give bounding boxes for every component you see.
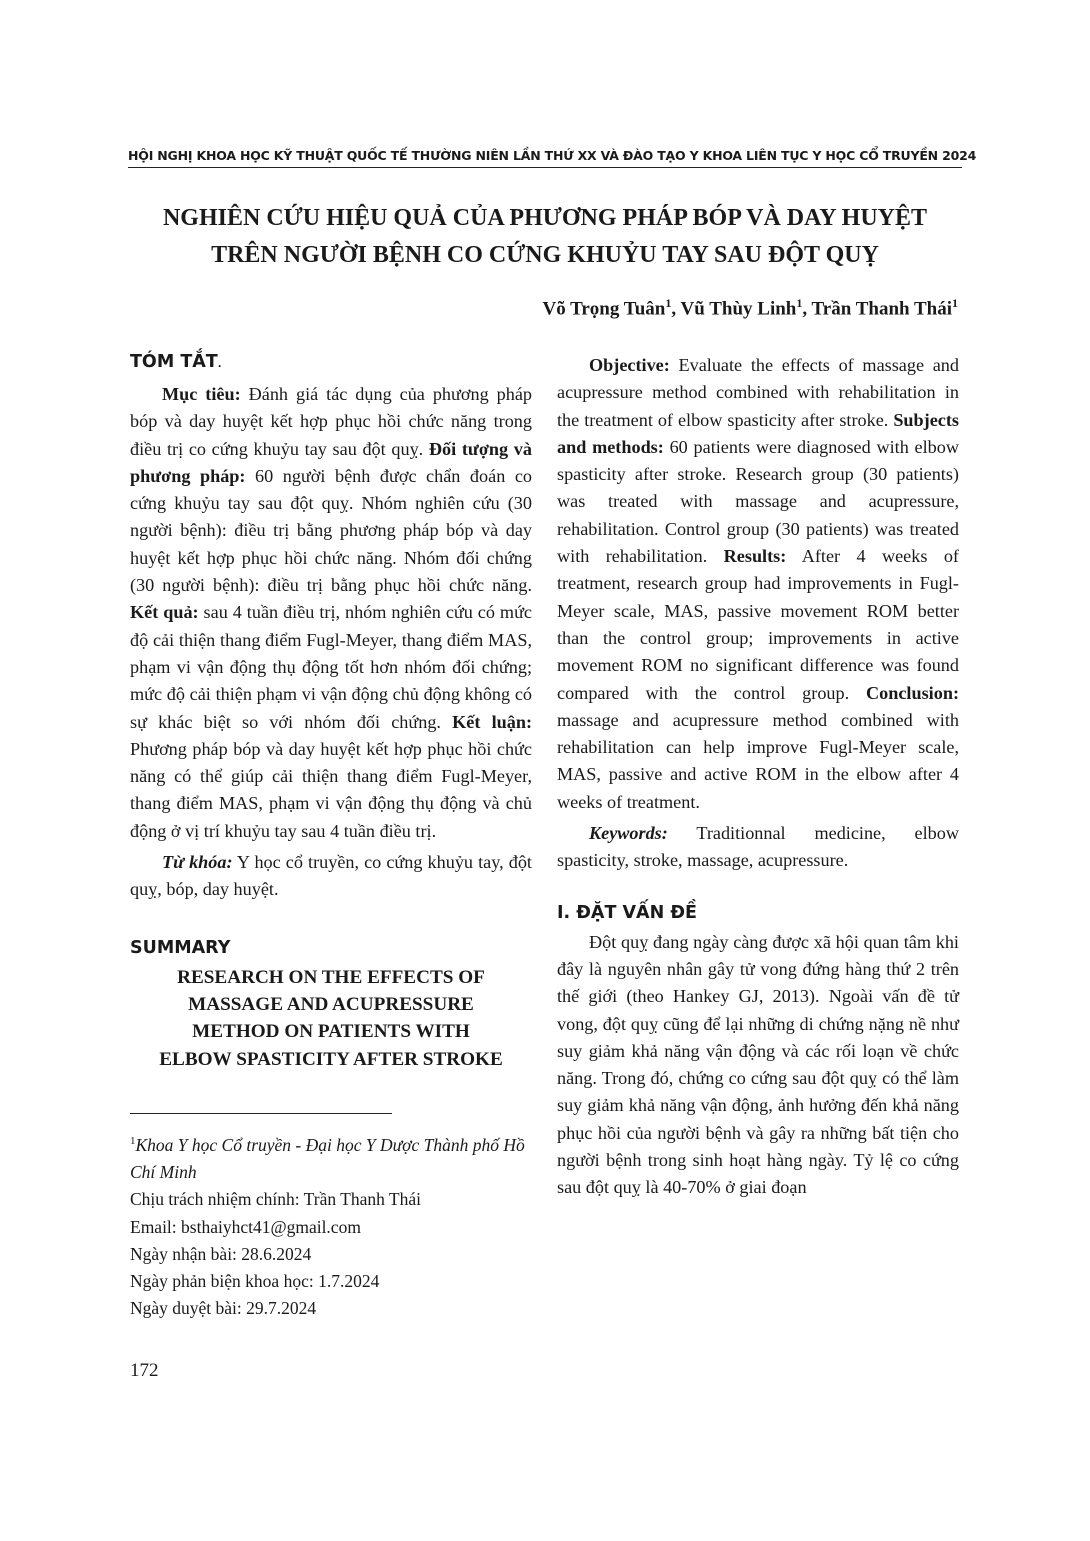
summary-title-line: METHOD ON PATIENTS WITH <box>192 1021 470 1043</box>
running-header: HỘI NGHỊ KHOA HỌC KỸ THUẬT QUỐC TẾ THƯỜNG NIÊN LẦN THỨ XX VÀ ĐÀO TẠO Y KHOA LIÊN TỤC Y HỌC CỔ TRUYỀN 2024 <box>128 148 977 163</box>
footnote-email: Email: bsthaiyhct41@gmail.com <box>130 1216 361 1237</box>
keywords-vi <box>130 849 532 904</box>
author-separator: , <box>671 298 681 320</box>
introduction-heading: I. ĐẶT VẤN ĐỀ <box>557 902 697 923</box>
results-en-label: Results: <box>723 546 787 567</box>
keywords-en <box>557 820 959 875</box>
right-column <box>557 352 959 1202</box>
article-title-line-1: NGHIÊN CỨU HIỆU QUẢ CỦA PHƯƠNG PHÁP BÓP VÀ DAY HUYỆT <box>162 205 928 231</box>
results-en-text: After 4 weeks of treatment, research group had improvements in Fugl-Meyer scale, MAS, passive movement ROM better than the control group; improvements in active movement ROM no significant difference was found compared with the control group. <box>557 546 959 703</box>
abstract-vi-heading-text: TÓM TẮT <box>130 352 218 372</box>
abstract-en-paragraph <box>557 352 959 816</box>
summary-title <box>130 964 532 1073</box>
author-affiliation-mark: 1 <box>665 296 672 310</box>
author-affiliation-mark: 1 <box>952 296 958 310</box>
summary-heading: SUMMARY <box>130 937 231 958</box>
header-rule <box>128 167 962 168</box>
abstract-vi-heading-mark: . <box>217 359 222 370</box>
methods-label: Đối tượng và phương pháp: <box>130 438 532 486</box>
conclusion-en-text: massage and acupressure method combined with rehabilitation can help improve Fugl-Meyer scale, MAS, passive and active ROM in the elbow after 4 weeks of treatment. <box>557 709 959 812</box>
footnote-mark: 1 <box>130 1134 136 1147</box>
footnote-rule <box>130 1113 392 1114</box>
objective-text: Đánh giá tác dụng của phương pháp bóp và day huyệt kết hợp phục hồi chức năng trong điều trị co cứng khuỷu tay sau đột quỵ. <box>130 384 532 459</box>
introduction-paragraph: Đột quỵ đang ngày càng được xã hội quan tâm khi đây là nguyên nhân gây tử vong đứng hàng thứ 2 trên thế giới (theo Hankey GJ, 2013). Ngoài vấn đề tử vong, đột quỵ cũng để lại những di chứng nặng nề như suy giảm khả năng vận động và các rối loạn về chức năng. Trong đó, chứng co cứng sau đột quỵ có thể làm suy giảm khả năng vận động, ảnh hưởng đến khả năng phục hồi của người bệnh và gây ra những bất tiện cho người bệnh trong sinh hoạt hàng ngày. Tỷ lệ co cứng sau đột quỵ là 40-70% ở giai đoạn <box>557 931 959 1198</box>
keywords-vi-label: Từ khóa: <box>162 852 233 873</box>
author-list <box>542 296 958 320</box>
footnote-accepted-date: Ngày duyệt bài: 29.7.2024 <box>130 1298 317 1319</box>
summary-title-line: MASSAGE AND ACUPRESSURE <box>188 993 474 1015</box>
footnote-affiliation-text: Khoa Y học Cổ truyền - Đại học Y Dược Thành phố Hồ Chí Minh <box>130 1134 525 1182</box>
objective-en-label: Objective: <box>589 355 670 375</box>
conclusion-label: Kết luận: <box>452 711 533 732</box>
article-title <box>128 200 962 274</box>
methods-en-label: Subjects and methods: <box>557 409 959 457</box>
footnote-affiliation <box>130 1128 532 1186</box>
left-column <box>130 350 532 1323</box>
keywords-en-text: Traditionnal medicine, elbow spasticity, stroke, massage, acupressure. <box>557 823 959 871</box>
article-title-line-2: TRÊN NGƯỜI BỆNH CO CỨNG KHUỶU TAY SAU ĐỘT QUỴ <box>211 242 879 268</box>
author-name: Trần Thanh Thái <box>811 298 952 320</box>
summary-title-line: ELBOW SPASTICITY AFTER STROKE <box>159 1048 503 1070</box>
author-affiliation-mark: 1 <box>796 296 803 310</box>
author-name: Vũ Thùy Linh <box>680 298 797 320</box>
summary-title-line: RESEARCH ON THE EFFECTS OF <box>177 966 485 988</box>
conclusion-en-label: Conclusion: <box>866 682 959 703</box>
objective-label: Mục tiêu: <box>162 384 241 404</box>
abstract-vi-heading <box>130 350 532 377</box>
methods-text: 60 người bệnh được chẩn đoán co cứng khuỷu tay sau đột quỵ. Nhóm nghiên cứu (30 người bệnh): điều trị bằng phương pháp bóp và day huyệt kết hợp phục hồi chức năng. Nhóm đối chứng (30 người bệnh): điều trị bằng phục hồi chức năng. <box>130 465 532 596</box>
keywords-en-label: Keywords: <box>589 823 668 844</box>
objective-en-text: Evaluate the effects of massage and acupressure method combined with rehabilitation in the treatment of elbow spasticity after stroke. <box>557 355 959 430</box>
footnote-review-date: Ngày phản biện khoa học: 1.7.2024 <box>130 1271 380 1292</box>
page-number: 172 <box>130 1360 159 1381</box>
results-label: Kết quả: <box>130 602 199 623</box>
author-name: Võ Trọng Tuân <box>542 298 666 320</box>
conclusion-text: Phương pháp bóp và day huyệt kết hợp phục hồi chức năng có thể giúp cải thiện thang điểm Fugl-Meyer, thang điểm MAS, phạm vi vận động thụ động và chủ động ở vị trí khuỷu tay sau 4 tuần điều trị. <box>130 738 532 841</box>
footnote-received-date: Ngày nhận bài: 28.6.2024 <box>130 1243 312 1264</box>
footnote-responsible: Chịu trách nhiệm chính: Trần Thanh Thái <box>130 1189 421 1210</box>
methods-en-text: 60 patients were diagnosed with elbow spasticity after stroke. Research group (30 patients) was treated with massage and acupressure, rehabilitation. Control group (30 patients) was treated with rehabilitation. <box>557 436 960 567</box>
results-text: sau 4 tuần điều trị, nhóm nghiên cứu có mức độ cải thiện thang điểm Fugl-Meyer, thang điểm MAS, phạm vi vận động thụ động tốt hơn nhóm đối chứng; mức độ cải thiện phạm vi vận động chủ động không có sự khác biệt so với nhóm đối chứng. <box>130 602 532 732</box>
keywords-vi-text: Y học cổ truyền, co cứng khuỷu tay, đột quỵ, bóp, day huyệt. <box>130 852 532 900</box>
author-separator: , <box>802 298 812 320</box>
abstract-vi-paragraph <box>130 381 532 845</box>
